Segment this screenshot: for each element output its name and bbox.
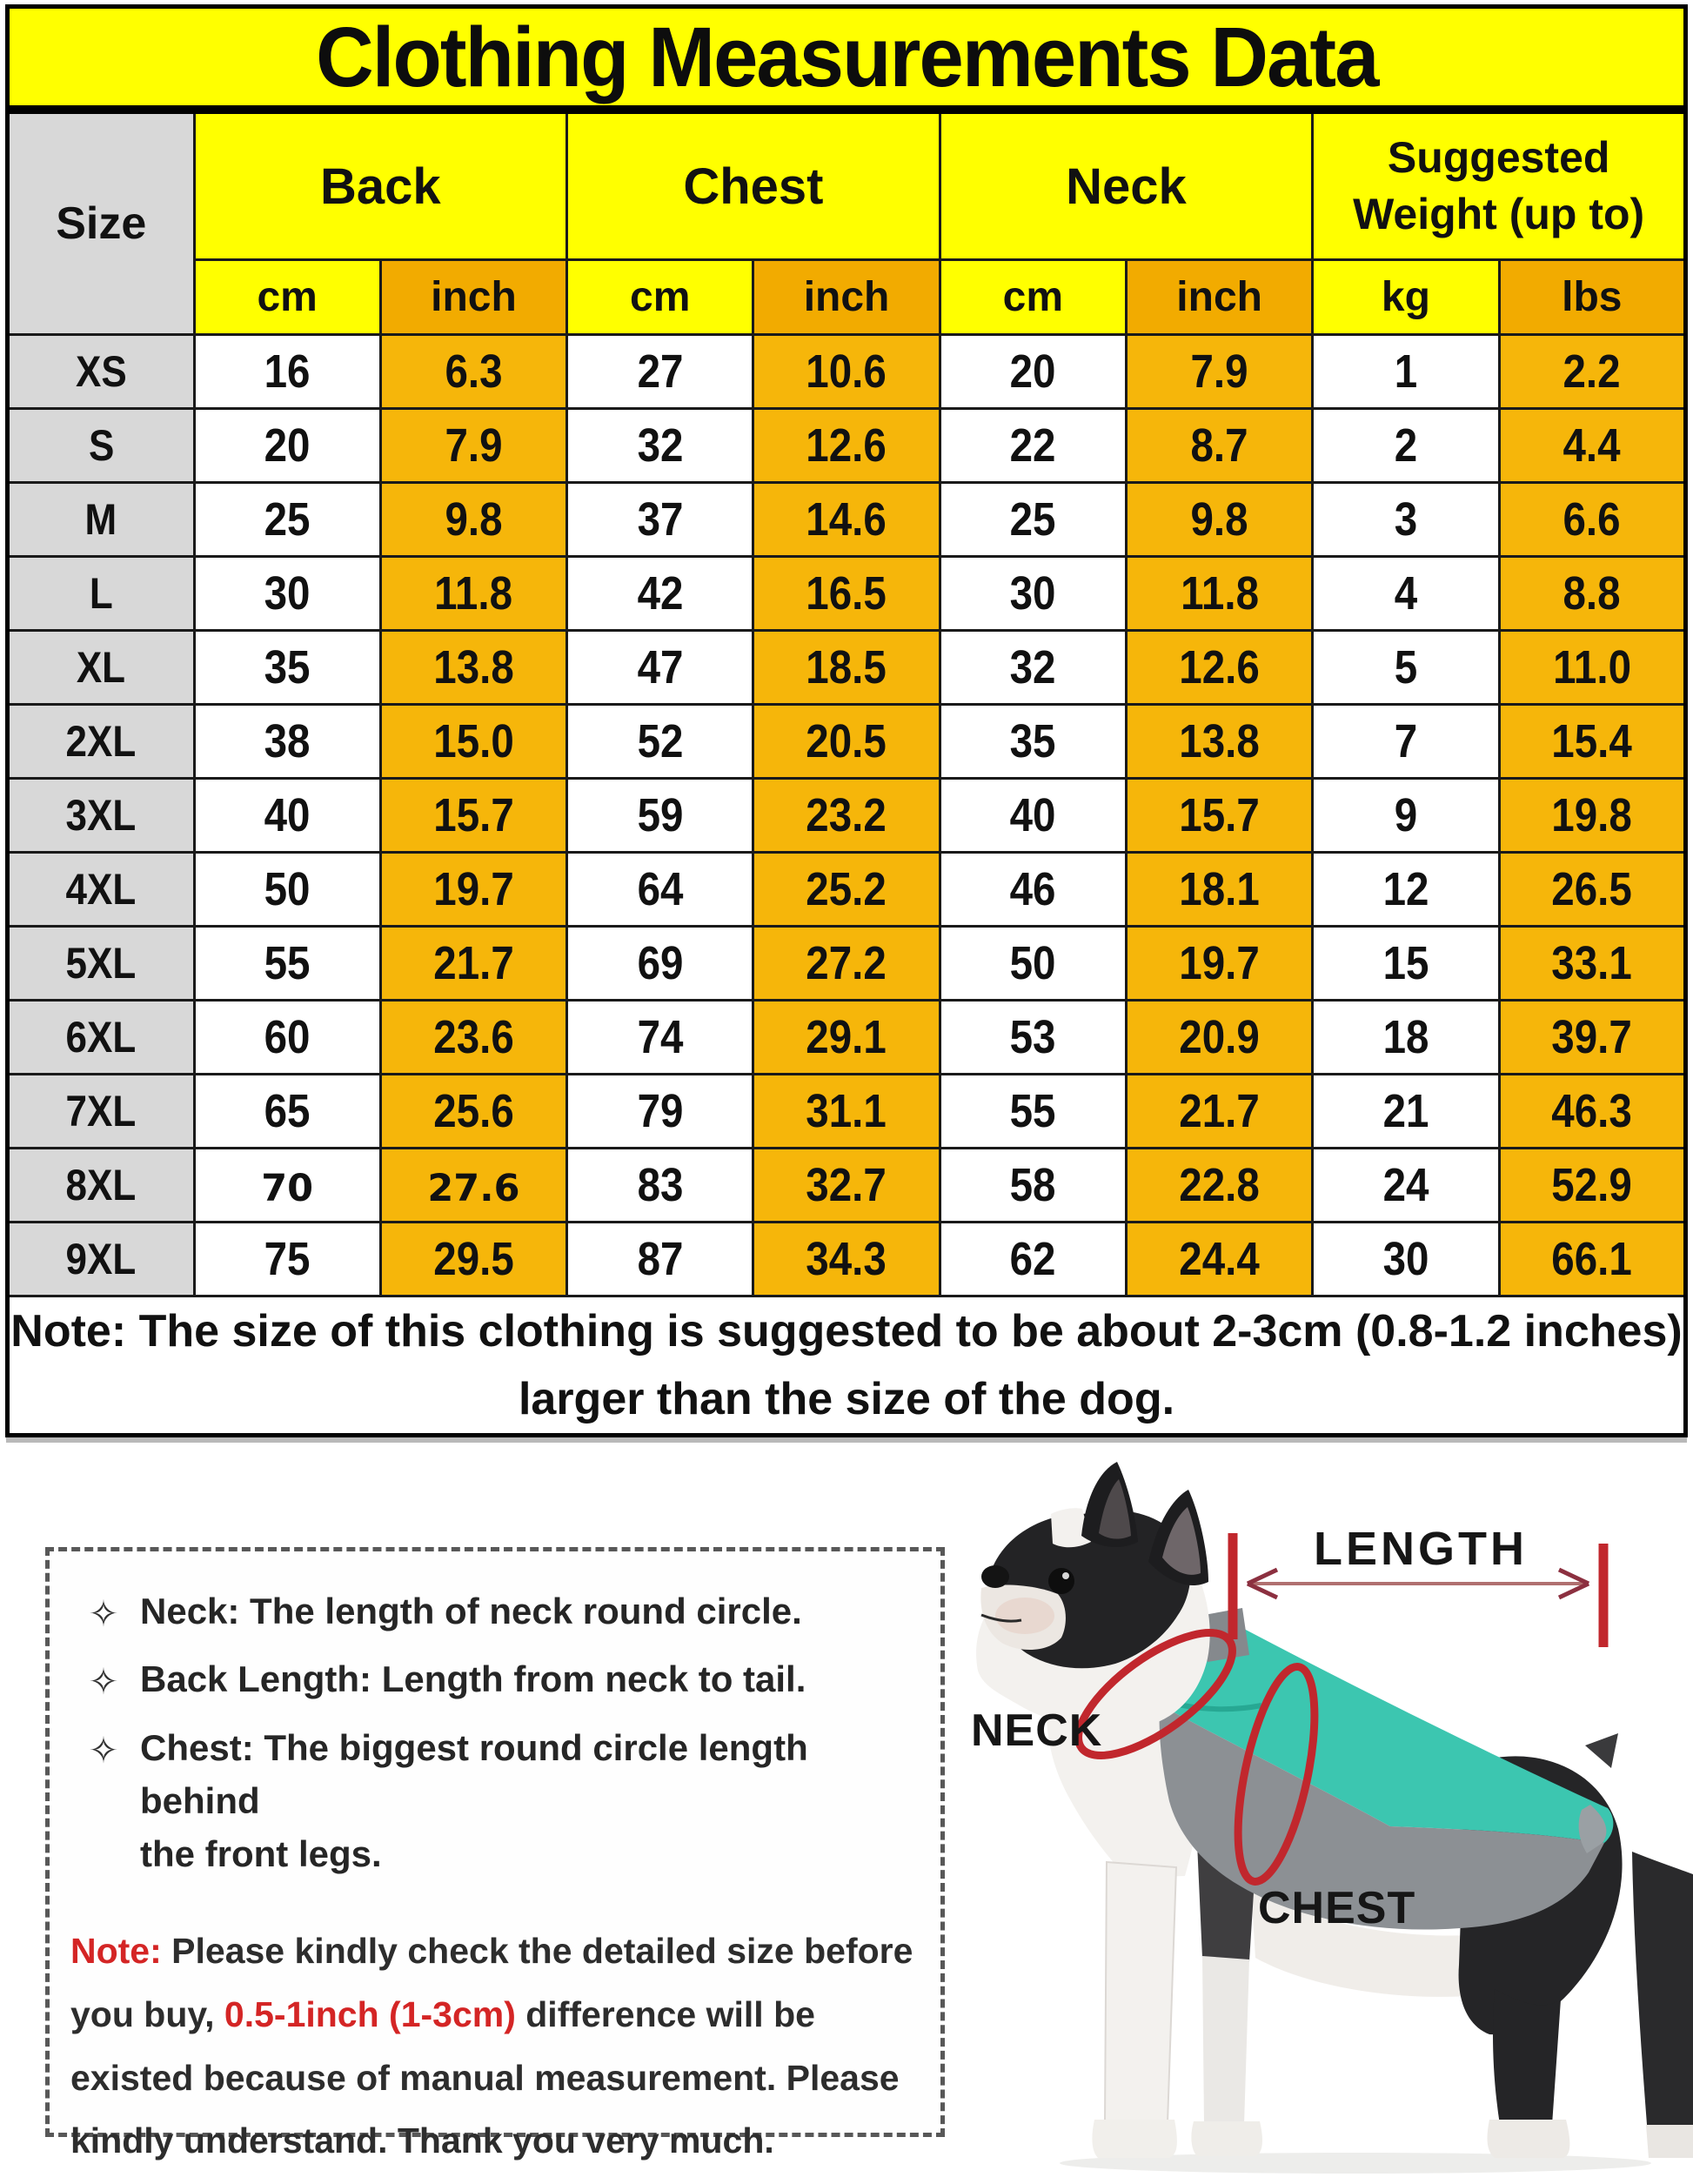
- value-cell: 8.8: [1499, 557, 1685, 631]
- value-cell: 22: [940, 409, 1126, 483]
- value-cell: 66.1: [1499, 1223, 1685, 1296]
- guide-note-part2: difference will be existed because of manual measurement. Please kindly understand. Thank you very much.: [70, 1993, 900, 2161]
- value-cell: 18: [1313, 1001, 1499, 1075]
- value-cell: 21.7: [1126, 1075, 1312, 1149]
- value-cell: 15.7: [1126, 779, 1312, 853]
- value-cell: 40: [940, 779, 1126, 853]
- size-table-body: [8, 335, 1686, 1296]
- value-cell: 16: [194, 335, 380, 409]
- weight-header-line2: Weight (up to): [1353, 190, 1645, 238]
- value-cell: 64: [567, 853, 753, 927]
- table-row: [8, 1223, 1686, 1296]
- value-cell: 2: [1313, 409, 1499, 483]
- dog-measurement-diagram: [920, 1436, 1693, 2184]
- value-cell: 42: [567, 557, 753, 631]
- value-cell: 8.7: [1126, 409, 1312, 483]
- unit-header: kg: [1313, 260, 1499, 335]
- value-cell: 83: [567, 1149, 753, 1223]
- value-cell: 55: [194, 927, 380, 1001]
- size-label: 2XL: [8, 705, 195, 779]
- table-row: [8, 927, 1686, 1001]
- value-cell: 5: [1313, 631, 1499, 705]
- value-cell: 50: [194, 853, 380, 927]
- value-cell: 2.2: [1499, 335, 1685, 409]
- size-label: L: [8, 557, 195, 631]
- value-cell: 11.0: [1499, 631, 1685, 705]
- value-cell: 32.7: [753, 1149, 940, 1223]
- value-cell: 30: [194, 557, 380, 631]
- value-cell: 24: [1313, 1149, 1499, 1223]
- size-label: XS: [8, 335, 195, 409]
- value-cell: 23.2: [753, 779, 940, 853]
- size-label: M: [8, 483, 195, 557]
- unit-header: lbs: [1499, 260, 1685, 335]
- value-cell: 21: [1313, 1075, 1499, 1149]
- dog-front-leg-far-lower: [1202, 1956, 1249, 2125]
- guide-note-highlight: 0.5-1inch (1-3cm): [224, 1993, 516, 2034]
- diamond-bullet-icon: ✧: [88, 1660, 119, 1704]
- value-cell: 53: [940, 1001, 1126, 1075]
- measuring-guide-box: [45, 1547, 945, 2161]
- value-cell: 25: [940, 483, 1126, 557]
- table-row: [8, 483, 1686, 557]
- size-label: 6XL: [8, 1001, 195, 1075]
- value-cell: 33.1: [1499, 927, 1685, 1001]
- value-cell: 15.7: [380, 779, 566, 853]
- table-row: [8, 1149, 1686, 1223]
- table-row: [8, 779, 1686, 853]
- dog-front-paw-far: [1191, 2121, 1262, 2156]
- value-cell: 29.5: [380, 1223, 566, 1296]
- table-row: [8, 853, 1686, 927]
- value-cell: 9: [1313, 779, 1499, 853]
- value-cell: 34.3: [753, 1223, 940, 1296]
- value-cell: 27.6: [380, 1149, 566, 1223]
- value-cell: 52.9: [1499, 1149, 1685, 1223]
- value-cell: 47: [567, 631, 753, 705]
- value-cell: 19.8: [1499, 779, 1685, 853]
- dog-eye-glint: [1062, 1572, 1069, 1579]
- value-cell: 7: [1313, 705, 1499, 779]
- value-cell: 31.1: [753, 1075, 940, 1149]
- table-row: [8, 335, 1686, 409]
- value-cell: 19.7: [1126, 927, 1312, 1001]
- table-row: [8, 409, 1686, 483]
- chest-label: CHEST: [1258, 1883, 1416, 1933]
- size-label: 3XL: [8, 779, 195, 853]
- value-cell: 21.7: [380, 927, 566, 1001]
- value-cell: 35: [194, 631, 380, 705]
- guide-note: [67, 1919, 920, 2174]
- back-group-header: Back: [194, 112, 567, 260]
- value-cell: 62: [940, 1223, 1126, 1296]
- neck-label: NECK: [971, 1705, 1103, 1756]
- unit-header: cm: [194, 260, 380, 335]
- value-cell: 55: [940, 1075, 1126, 1149]
- guide-note-part1: Please kindly check the detailed size before you buy,: [70, 1930, 913, 2034]
- value-cell: 18.5: [753, 631, 940, 705]
- value-cell: 11.8: [1126, 557, 1312, 631]
- value-cell: 6.3: [380, 335, 566, 409]
- value-cell: 69: [567, 927, 753, 1001]
- value-cell: 40: [194, 779, 380, 853]
- value-cell: 7.9: [1126, 335, 1312, 409]
- unit-header: cm: [940, 260, 1126, 335]
- value-cell: 79: [567, 1075, 753, 1149]
- value-cell: 10.6: [753, 335, 940, 409]
- size-label: 8XL: [8, 1149, 195, 1223]
- table-row: [8, 1075, 1686, 1149]
- value-cell: 15.4: [1499, 705, 1685, 779]
- value-cell: 11.8: [380, 557, 566, 631]
- value-cell: 65: [194, 1075, 380, 1149]
- value-cell: 29.1: [753, 1001, 940, 1075]
- value-cell: 27.2: [753, 927, 940, 1001]
- title-bar: [5, 4, 1688, 110]
- bullet-list: [67, 1584, 920, 1881]
- value-cell: 23.6: [380, 1001, 566, 1075]
- value-cell: 37: [567, 483, 753, 557]
- unit-header: inch: [1126, 260, 1312, 335]
- value-cell: 74: [567, 1001, 753, 1075]
- value-cell: 24.4: [1126, 1223, 1312, 1296]
- neck-group-header: Neck: [940, 112, 1313, 260]
- value-cell: 52: [567, 705, 753, 779]
- unit-header: inch: [753, 260, 940, 335]
- value-cell: 20: [194, 409, 380, 483]
- dog-rear-leg-far: [1632, 1852, 1693, 2158]
- size-label: 4XL: [8, 853, 195, 927]
- table-row: [8, 1001, 1686, 1075]
- bullet-text: Chest: The biggest round circle length behind the front legs.: [140, 1726, 808, 1875]
- value-cell: 12.6: [1126, 631, 1312, 705]
- table-row: [8, 557, 1686, 631]
- value-cell: 32: [940, 631, 1126, 705]
- value-cell: 27: [567, 335, 753, 409]
- value-cell: 30: [940, 557, 1126, 631]
- value-cell: 3: [1313, 483, 1499, 557]
- value-cell: 12.6: [753, 409, 940, 483]
- value-cell: 12: [1313, 853, 1499, 927]
- dog-muzzle-pink: [995, 1598, 1054, 1634]
- table-row: [8, 705, 1686, 779]
- vest-strap-nub: [1585, 1733, 1618, 1768]
- dog-eye: [1048, 1568, 1074, 1594]
- value-cell: 6.6: [1499, 483, 1685, 557]
- size-label: XL: [8, 631, 195, 705]
- value-cell: 60: [194, 1001, 380, 1075]
- value-cell: 20: [940, 335, 1126, 409]
- table-row: [8, 631, 1686, 705]
- value-cell: 38: [194, 705, 380, 779]
- unit-header: cm: [567, 260, 753, 335]
- value-cell: 9.8: [1126, 483, 1312, 557]
- value-cell: 19.7: [380, 853, 566, 927]
- bullet-text: Back Length: Length from neck to tail.: [140, 1658, 806, 1700]
- group-header-row: [8, 112, 1686, 260]
- value-cell: 58: [940, 1149, 1126, 1223]
- unit-header-row: [8, 260, 1686, 335]
- value-cell: 20.5: [753, 705, 940, 779]
- bullet-item: [67, 1652, 920, 1708]
- value-cell: 9.8: [380, 483, 566, 557]
- bullet-text: Neck: The length of neck round circle.: [140, 1591, 802, 1631]
- dog-nose: [981, 1565, 1009, 1588]
- value-cell: 25.2: [753, 853, 940, 927]
- diamond-bullet-icon: ✧: [88, 1728, 119, 1772]
- length-label: LENGTH: [1314, 1523, 1528, 1575]
- value-cell: 13.8: [380, 631, 566, 705]
- value-cell: 16.5: [753, 557, 940, 631]
- value-cell: 70: [194, 1149, 380, 1223]
- size-label: 5XL: [8, 927, 195, 1001]
- weight-group-header: [1313, 112, 1686, 260]
- table-note-row: [8, 1296, 1686, 1436]
- value-cell: 15.0: [380, 705, 566, 779]
- size-label: S: [8, 409, 195, 483]
- value-cell: 25: [194, 483, 380, 557]
- dog-rear-paw-far: [1646, 2125, 1693, 2158]
- value-cell: 26.5: [1499, 853, 1685, 927]
- value-cell: 15: [1313, 927, 1499, 1001]
- chest-group-header: Chest: [567, 112, 940, 260]
- value-cell: 4: [1313, 557, 1499, 631]
- dog-rear-leg-near: [1493, 1989, 1561, 2125]
- value-cell: 87: [567, 1223, 753, 1296]
- value-cell: 18.1: [1126, 853, 1312, 927]
- size-label: 9XL: [8, 1223, 195, 1296]
- measurements-table: [5, 110, 1688, 1437]
- value-cell: 4.4: [1499, 409, 1685, 483]
- value-cell: 50: [940, 927, 1126, 1001]
- value-cell: 46.3: [1499, 1075, 1685, 1149]
- page-title: Clothing Measurements Data: [315, 9, 1378, 104]
- size-label: 7XL: [8, 1075, 195, 1149]
- value-cell: 14.6: [753, 483, 940, 557]
- bullet-item: [67, 1584, 920, 1640]
- value-cell: 32: [567, 409, 753, 483]
- dog-front-paw-near: [1092, 2120, 1177, 2158]
- value-cell: 7.9: [380, 409, 566, 483]
- value-cell: 22.8: [1126, 1149, 1312, 1223]
- weight-header-line1: Suggested: [1387, 133, 1610, 182]
- value-cell: 20.9: [1126, 1001, 1312, 1075]
- value-cell: 1: [1313, 335, 1499, 409]
- guide-note-prefix: Note:: [70, 1930, 162, 1971]
- value-cell: 39.7: [1499, 1001, 1685, 1075]
- unit-header: inch: [380, 260, 566, 335]
- value-cell: 75: [194, 1223, 380, 1296]
- dog-rear-paw-near: [1488, 2120, 1570, 2158]
- table-note: Note: The size of this clothing is suggested to be about 2-3cm (0.8-1.2 inches) larger than the size of the dog.: [8, 1296, 1686, 1436]
- value-cell: 59: [567, 779, 753, 853]
- bullet-item: [67, 1721, 920, 1881]
- size-column-header: Size: [8, 112, 195, 335]
- value-cell: 25.6: [380, 1075, 566, 1149]
- value-cell: 30: [1313, 1223, 1499, 1296]
- value-cell: 35: [940, 705, 1126, 779]
- dog-front-leg-near: [1105, 1862, 1176, 2123]
- value-cell: 46: [940, 853, 1126, 927]
- diamond-bullet-icon: ✧: [88, 1592, 119, 1635]
- value-cell: 13.8: [1126, 705, 1312, 779]
